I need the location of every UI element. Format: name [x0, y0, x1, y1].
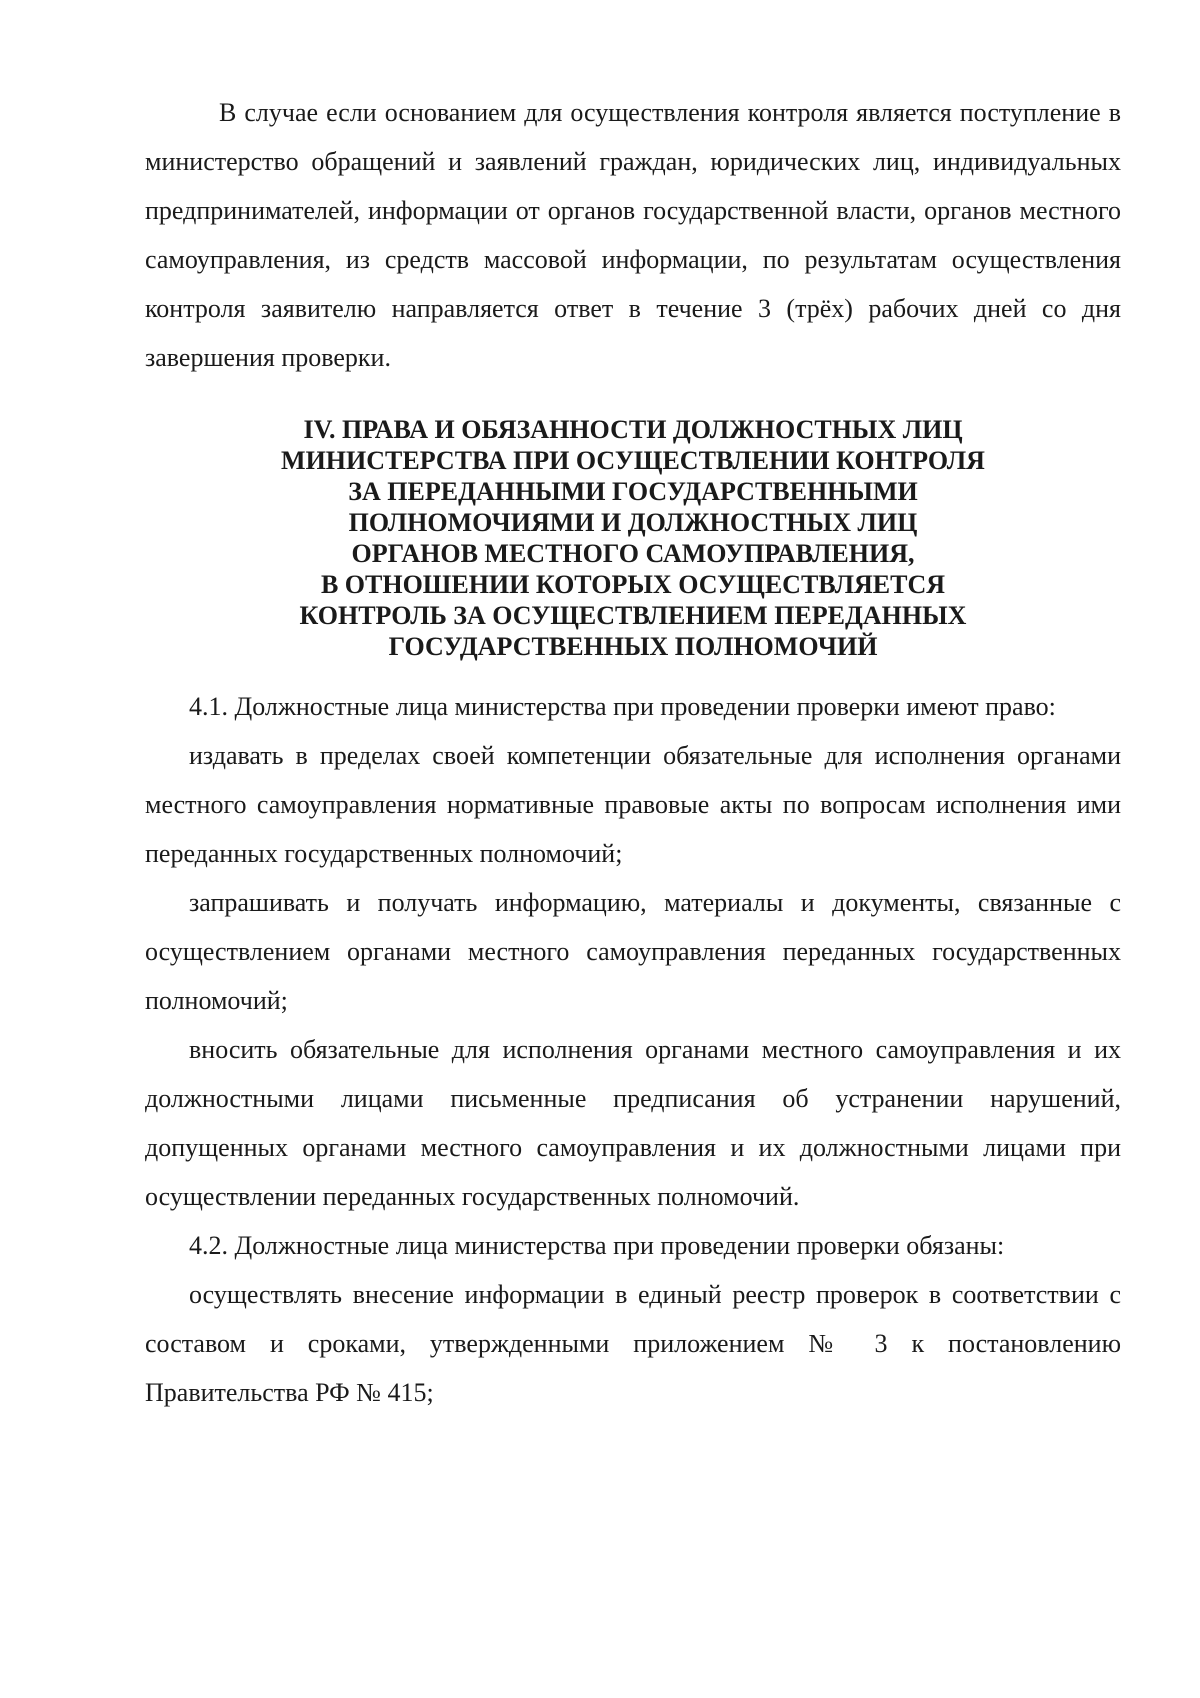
right-request-info: запрашивать и получать информацию, материалы и документы, связанные с осуществлением органами местного самоуправления переданных государственных полномочий; [145, 888, 1121, 1015]
heading-line: МИНИСТЕРСТВА ПРИ ОСУЩЕСТВЛЕНИИ КОНТРОЛЯ [281, 446, 985, 475]
heading-line: ПОЛНОМОЧИЯМИ И ДОЛЖНОСТНЫХ ЛИЦ [348, 508, 918, 537]
right-issue-orders: вносить обязательные для исполнения органами местного самоуправления и их должностными лицами письменные предписания об устранении нарушений, допущенных органами местного самоуправления и их должностными лицами при осуществлении переданных государственных полномочий. [145, 1035, 1121, 1211]
heading-line: КОНТРОЛЬ ЗА ОСУЩЕСТВЛЕНИЕМ ПЕРЕДАННЫХ [299, 601, 967, 630]
duty-registry: осуществлять внесение информации в единый реестр проверок в соответствии с составом и сроками, утвержденными приложением № 3 к постановлению Правительства РФ № 415; [145, 1280, 1121, 1407]
heading-line: IV. ПРАВА И ОБЯЗАННОСТИ ДОЛЖНОСТНЫХ ЛИЦ [303, 415, 963, 444]
right-issue-acts: издавать в пределах своей компетенции обязательные для исполнения органами местного самоуправления нормативные правовые акты по вопросам исполнения ими переданных государственных полномочий; [145, 741, 1121, 868]
clause-4-1: 4.1. Должностные лица министерства при проведении проверки имеют право: [189, 692, 1056, 721]
section-heading [145, 414, 1121, 662]
heading-line: ГОСУДАРСТВЕННЫХ ПОЛНОМОЧИЙ [388, 632, 878, 661]
clause-4-2: 4.2. Должностные лица министерства при проведении проверки обязаны: [189, 1231, 1005, 1260]
intro-paragraph: В случае если основанием для осуществления контроля является поступление в министерство обращений и заявлений граждан, юридических лиц, индивидуальных предпринимателей, информации от органов государственной власти, органов местного самоуправления, из средств массовой информации, по результатам осуществления контроля заявителю направляется ответ в течение 3 (трёх) рабочих дней со дня завершения проверки. [145, 98, 1121, 372]
heading-line: ЗА ПЕРЕДАННЫМИ ГОСУДАРСТВЕННЫМИ [348, 477, 918, 506]
document-body [145, 88, 1121, 1417]
heading-line: ОРГАНОВ МЕСТНОГО САМОУПРАВЛЕНИЯ, [351, 539, 915, 568]
heading-line: В ОТНОШЕНИИ КОТОРЫХ ОСУЩЕСТВЛЯЕТСЯ [320, 570, 946, 599]
